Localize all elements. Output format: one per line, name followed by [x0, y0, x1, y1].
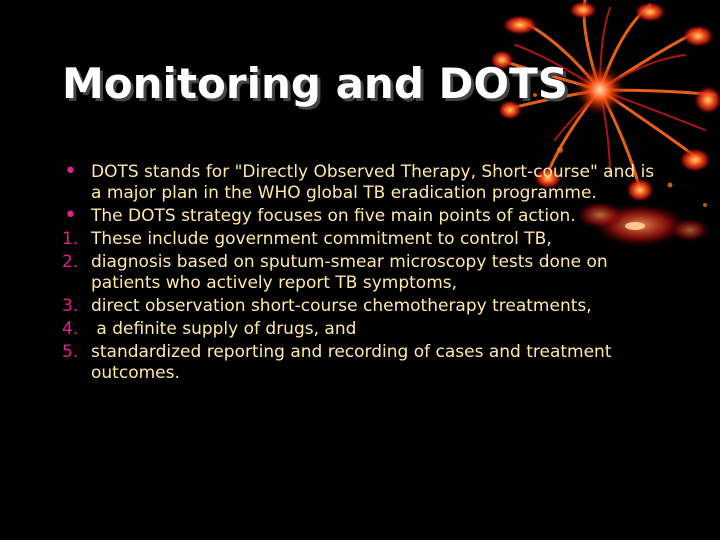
list-item-text: diagnosis based on sputum-smear microscopy tests done on patients who actively report TB symptoms,	[91, 252, 608, 293]
list-item	[62, 319, 662, 340]
list-item-text: standardized reporting and recording of cases and treatment outcomes.	[91, 342, 612, 383]
bullet-marker: •	[64, 159, 77, 184]
content-list	[62, 159, 662, 386]
list-item	[62, 203, 662, 228]
list-item-text: a definite supply of drugs, and	[91, 319, 357, 339]
number-marker: 4.	[62, 319, 79, 339]
list-item-text: DOTS stands for "Directly Observed Therapy, Short-course" and is a major plan in the WHO global TB eradication programme.	[91, 162, 655, 203]
list-item	[62, 229, 662, 250]
list-item	[62, 252, 662, 294]
slide-title: Monitoring and DOTS	[62, 59, 568, 108]
list-item-text: These include government commitment to control TB,	[91, 229, 552, 249]
number-marker: 5.	[62, 342, 79, 362]
list-item	[62, 296, 662, 317]
number-marker: 2.	[62, 252, 79, 272]
number-marker: 3.	[62, 296, 79, 316]
list-item	[62, 342, 662, 384]
list-item-text: direct observation short-course chemotherapy treatments,	[91, 296, 592, 316]
list-item-text: The DOTS strategy focuses on five main points of action.	[91, 206, 576, 226]
list-item	[62, 159, 662, 204]
number-marker: 1.	[62, 229, 79, 249]
bullet-marker: •	[64, 203, 77, 228]
